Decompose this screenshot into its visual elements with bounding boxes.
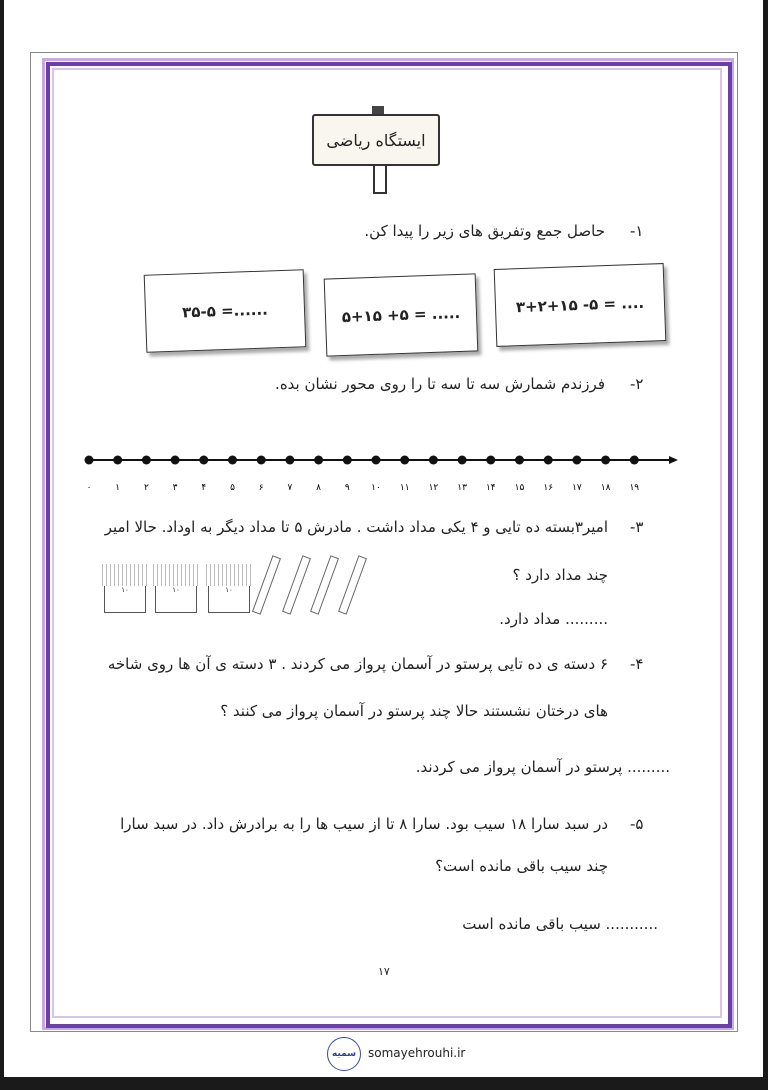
number-line-point: [400, 456, 409, 465]
frame-border: [52, 68, 722, 1018]
number-line-point: [85, 456, 94, 465]
answer-line: ........... سیب باقی مانده است: [462, 915, 658, 933]
number-line-label: ۲: [143, 483, 149, 493]
number-line-point: [257, 456, 266, 465]
number-line-point: [515, 456, 524, 465]
number-line-label: ۱۸: [600, 483, 611, 493]
question-number: -۵: [630, 815, 644, 833]
bundle-label: ۱۰: [172, 586, 180, 594]
number-line-point: [314, 456, 323, 465]
question-1-text: حاصل جمع وتفریق های زیر را پیدا کن.: [364, 222, 605, 240]
equation-card: [324, 273, 479, 356]
answer-line: ......... پرستو در آسمان پرواز می کردند.: [415, 758, 670, 776]
number-line-point: [285, 456, 294, 465]
number-line-label: ۱۲: [428, 483, 439, 493]
number-line-label: ۱۷: [572, 483, 582, 493]
question-5-line: چند سیب باقی مانده است؟: [435, 857, 608, 875]
number-line-point: [486, 456, 495, 465]
number-line-point: [142, 456, 151, 465]
number-line-label: ۱۱: [399, 483, 410, 493]
page-title: ایستگاه ریاضی: [326, 130, 426, 150]
number-line-label: ۱۵: [514, 483, 525, 493]
number-line-label: ۶: [258, 483, 264, 493]
bundle-label: ۱۰: [121, 586, 129, 594]
sign-post: [373, 164, 387, 194]
number-line-label: ۱۶: [543, 483, 554, 493]
number-line-point: [572, 456, 581, 465]
number-line-point: [630, 456, 639, 465]
site-url: somayehrouhi.ir: [368, 1046, 466, 1060]
number-line-label: ۵: [230, 483, 235, 493]
equation: ۳+۲+۱۵ -۵ = ....: [515, 293, 645, 317]
number-line-label: ۱: [115, 483, 121, 493]
number-line-point: [601, 456, 610, 465]
title-sign: [312, 114, 440, 166]
answer-line: ......... مداد دارد.: [499, 610, 608, 628]
number-line-label: ۱۳: [457, 483, 467, 493]
equation: ۳۵-۵ =......: [181, 300, 269, 322]
number-line-label: ۱۴: [485, 483, 496, 493]
question-3-line: چند مداد دارد ؟: [512, 566, 608, 584]
number-line-point: [458, 456, 467, 465]
question-4-line: های درختان نشستند حالا چند پرستو در آسمان پرواز می کنند ؟: [220, 702, 608, 720]
number-line: [84, 452, 684, 502]
number-line-point: [113, 456, 122, 465]
pencil-bundle: [104, 585, 146, 613]
question-number: -۳: [630, 518, 644, 536]
question-number: -۲: [630, 375, 644, 393]
number-line-label: ۷: [287, 483, 293, 493]
page-number: ۱۷: [378, 965, 390, 978]
number-line-point: [228, 456, 237, 465]
number-line-label: ۰: [86, 483, 92, 493]
number-line-label: ۸: [316, 483, 322, 493]
question-2-text: فرزندم شمارش سه تا سه تا را روی محور نشان بده.: [275, 375, 605, 393]
question-3-line: امیر۳بسته ده تایی و ۴ یکی مداد داشت . مادرش ۵ تا مداد دیگر به اوداد. حالا امیر: [104, 518, 608, 536]
pencil-bundle: [155, 585, 197, 613]
number-line-point: [429, 456, 438, 465]
number-line-label: ۴: [201, 483, 207, 493]
number-line-label: ۹: [344, 483, 350, 493]
number-line-label: ۱۰: [371, 483, 381, 493]
number-line-point: [199, 456, 208, 465]
number-line-point: [171, 456, 180, 465]
number-line-point: [544, 456, 553, 465]
equation-card: [494, 263, 667, 347]
arrow-head-icon: [669, 456, 678, 464]
number-line-point: [372, 456, 381, 465]
site-logo: [327, 1037, 361, 1071]
question-4-line: ۶ دسته ی ده تایی پرستو در آسمان پرواز می کردند . ۳ دسته ی آن ها روی شاخه: [107, 655, 608, 673]
question-number: -۴: [630, 655, 644, 673]
logo-text: سمیه: [331, 1049, 357, 1059]
question-number: -۱: [630, 222, 644, 240]
equation-card: [144, 269, 307, 353]
pencil-bundle: [208, 585, 250, 613]
equation: ۵+۱۵ +۵ = .....: [341, 303, 461, 327]
bundle-label: ۱۰: [225, 586, 233, 594]
number-line-point: [343, 456, 352, 465]
question-5-line: در سبد سارا ۱۸ سیب بود. سارا ۸ تا از سیب ها را به برادرش داد. در سبد سارا: [120, 815, 608, 833]
sign-nail: [372, 106, 384, 114]
number-line-label: ۳: [172, 483, 178, 493]
number-line-label: ۱۹: [629, 483, 640, 493]
